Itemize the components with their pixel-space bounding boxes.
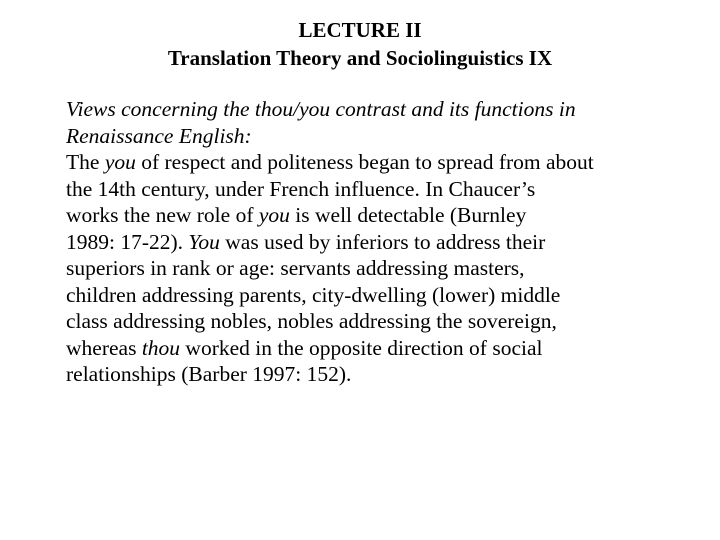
intro-line: Renaissance English: <box>66 123 252 148</box>
body-line: relationships (Barber 1997: 152). <box>66 362 352 386</box>
slide-body <box>66 96 666 388</box>
body-line <box>66 229 666 256</box>
emphasis-you: you <box>104 150 136 174</box>
emphasis-you: You <box>188 229 220 254</box>
body-text: of respect and politeness began to spread from about <box>135 150 594 174</box>
body-text: was used by inferiors to address their <box>219 229 546 254</box>
body-line: superiors in rank or age: servants addressing masters, <box>66 256 525 280</box>
body-text: The <box>66 150 105 174</box>
course-heading: Translation Theory and Sociolinguistics IX <box>167 46 553 70</box>
body-line: children addressing parents, city-dwelling (lower) middle <box>66 282 561 307</box>
body-text: 1989: 17-22). <box>66 229 189 254</box>
body-paragraph <box>66 149 666 388</box>
slide-title <box>0 16 720 72</box>
body-text: whereas <box>66 335 142 360</box>
emphasis-you: you <box>258 203 290 227</box>
intro-line: Views concerning the thou/you contrast and its functions in <box>66 97 576 121</box>
body-text: works the new role of <box>66 203 259 227</box>
body-line: the 14th century, under French influence. In Chaucer’s <box>66 176 536 201</box>
emphasis-thou: thou <box>141 335 181 360</box>
body-text: worked in the opposite direction of social <box>180 335 543 360</box>
body-line <box>66 202 666 229</box>
body-line: class addressing nobles, nobles addressing the sovereign, <box>66 309 557 333</box>
intro-paragraph <box>66 96 666 149</box>
body-text: is well detectable (Burnley <box>289 203 527 227</box>
body-line <box>66 335 666 362</box>
lecture-heading: LECTURE II <box>298 18 422 42</box>
body-line <box>66 149 666 176</box>
